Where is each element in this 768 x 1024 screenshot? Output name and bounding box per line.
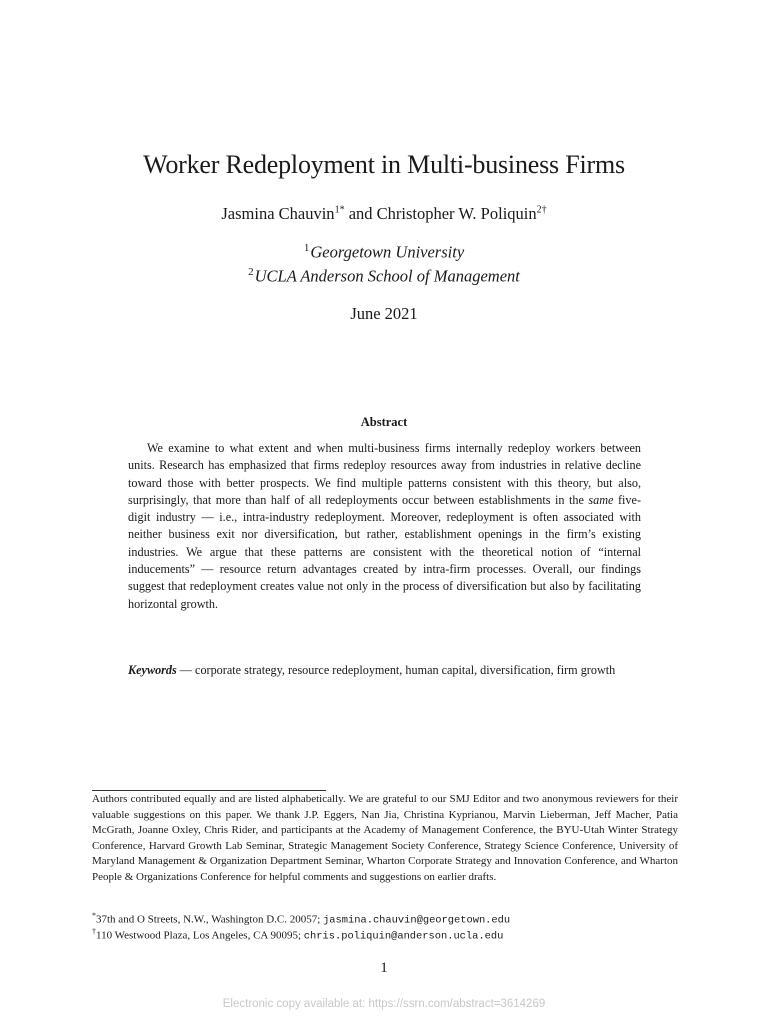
- abstract-heading: Abstract: [360, 415, 408, 429]
- ssrn-notice[interactable]: Electronic copy available at: https://ssrn.com/abstract=3614269: [222, 998, 546, 1010]
- author-1-marker: 1*: [334, 204, 345, 216]
- email-link-chauvin[interactable]: jasmina.chauvin@georgetown.edu: [323, 914, 511, 927]
- abstract-text-part-1: We examine to what extent and when multi-business firms internally redeploy workers between units. Research has emphasized that firms redeploy resources away from industries in relative decline toward those with better prospects. We find multiple patterns consistent with this theory, but also, surprisingly, that more than half of all redeployments occur between establishments in the: [128, 441, 641, 507]
- footnote-acknowledgements: Authors contributed equally and are listed alphabetically. We are grateful to our SMJ Editor and two anonymous reviewers for their valuable suggestions on this paper. We thank J.P. Eggers, Nan Jia, Christina Kyprianou, Marvin Lieberman, Jeff Macher, Patia McGrath, Joanne Oxley, Chris Rider, and participants at the Academy of Management Conference, the BYU-Utah Winter Strategy Conference, Harvard Growth Lab Seminar, Strategic Management Society Conference, Strategy Science Conference, University of Maryland Management & Organization Department Seminar, Wharton Corporate Strategy and Innovation Conference, and Wharton People & Organizations Conference for helpful comments and suggestions on earlier drafts.: [92, 793, 678, 883]
- footnote-address-2: [92, 924, 678, 945]
- author-line: [0, 204, 768, 224]
- author-1-name: Jasmina Chauvin: [221, 204, 335, 223]
- abstract-text: [128, 440, 641, 613]
- footnote-address-2-marker: †: [92, 927, 96, 936]
- author-2-name: Christopher W. Poliquin: [376, 204, 537, 223]
- footnote-divider: [92, 790, 326, 791]
- footnote-address-1-text: 37th and O Streets, N.W., Washington D.C. 20057;: [96, 913, 324, 926]
- author-2-marker: 2†: [536, 204, 547, 216]
- page-number: 1: [380, 960, 388, 976]
- affiliation-2-name: UCLA Anderson School of Management: [254, 266, 520, 286]
- abstract-text-part-2: five-digit industry — i.e., intra-industry redeployment. Moreover, redeployment is often associated with neither business exit nor diversification, but rather, establishment openings in the firm’s existing industries. We argue that these patterns are consistent with the theoretical notion of “internal inducements” — resource return advantages created by intra-firm processes. Overall, our findings suggest that redeployment creates value not only in the process of diversification but also by facilitating horizontal growth.: [128, 492, 641, 611]
- affiliation-1-number: 1: [303, 242, 310, 254]
- affiliation-2: [0, 266, 768, 287]
- publication-date: June 2021: [350, 304, 418, 323]
- keywords-label: Keywords: [128, 663, 177, 677]
- paper-title: Worker Redeployment in Multi-business Firms: [143, 150, 625, 179]
- keywords-list: — corporate strategy, resource redeployment, human capital, diversification, firm growth: [176, 663, 616, 677]
- keywords: [128, 662, 641, 679]
- author-connector: and: [344, 204, 377, 223]
- affiliation-1: [0, 242, 768, 263]
- affiliation-2-number: 2: [248, 266, 254, 278]
- affiliation-1-name: Georgetown University: [310, 242, 465, 262]
- email-link-poliquin[interactable]: chris.poliquin@anderson.ucla.edu: [303, 930, 504, 943]
- footnote-address-1-marker: *: [92, 911, 96, 920]
- abstract-emphasis: same: [588, 492, 614, 507]
- footnote-address-2-text: 110 Westwood Plaza, Los Angeles, CA 90095;: [96, 929, 304, 942]
